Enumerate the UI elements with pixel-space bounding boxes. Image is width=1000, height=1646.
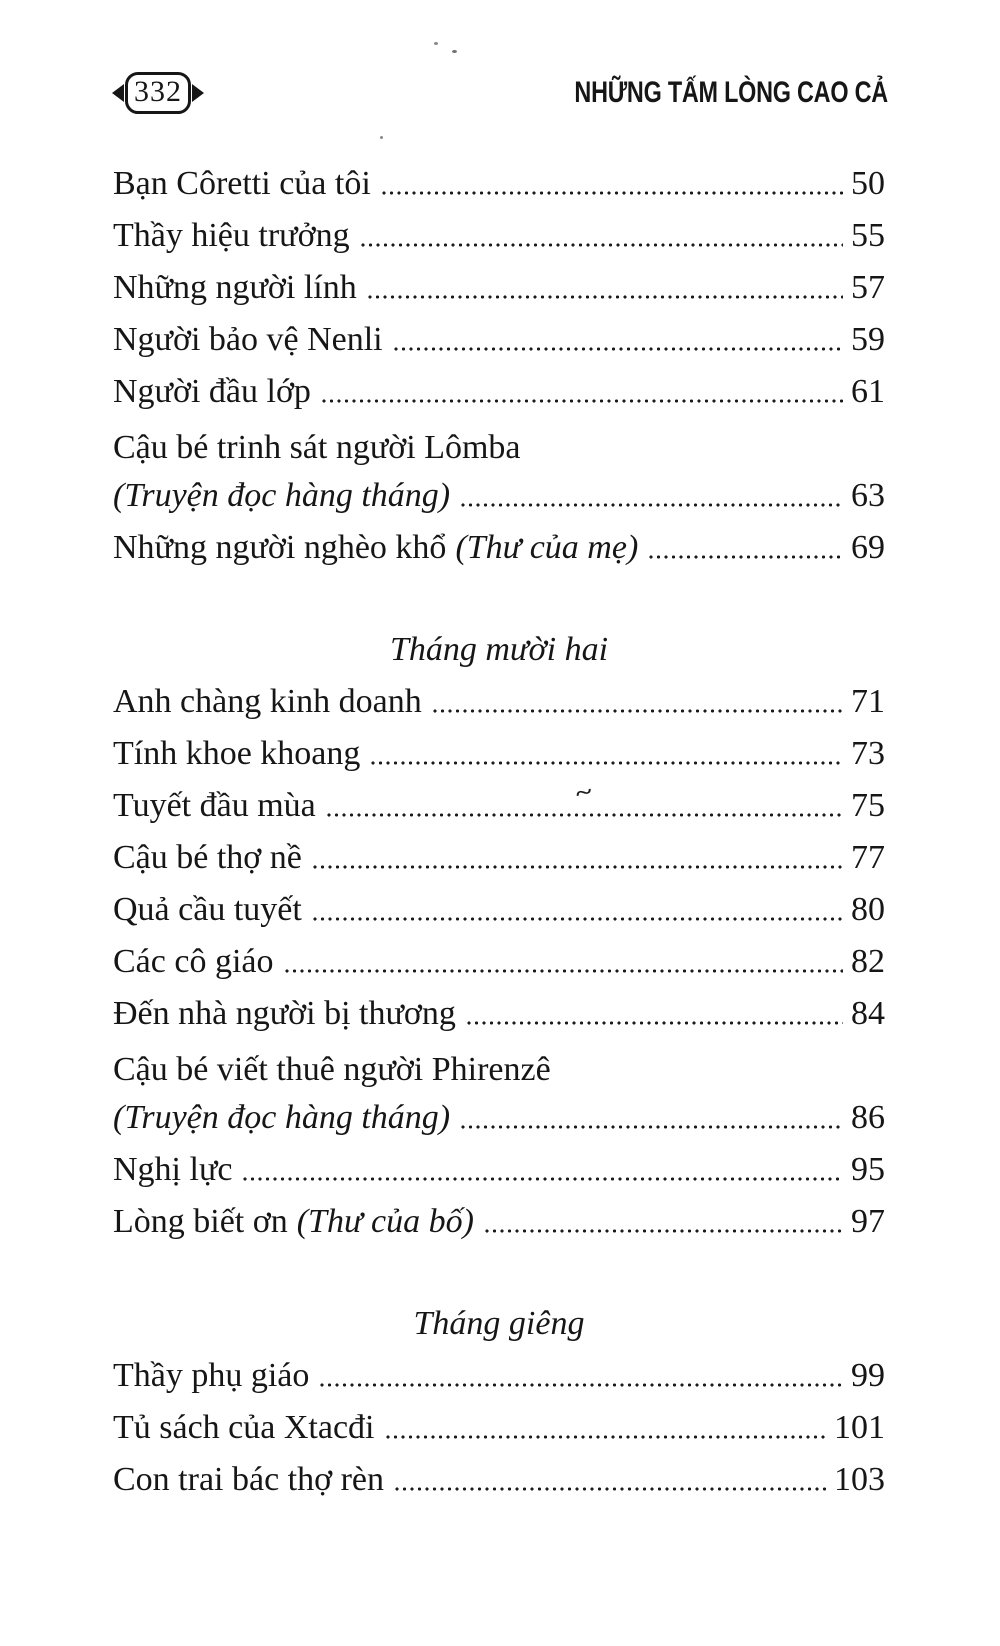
entry-title: Lòng biết ơn bbox=[113, 1203, 288, 1240]
toc-section bbox=[113, 1298, 885, 1506]
dot-leader bbox=[242, 1176, 843, 1182]
entry-title: Quả cầu tuyết bbox=[113, 891, 302, 928]
entry-page-number: 57 bbox=[851, 269, 885, 306]
toc-entry-row bbox=[113, 832, 885, 884]
entry-title: Thầy hiệu trưởng bbox=[113, 217, 350, 254]
dot-leader bbox=[360, 242, 843, 248]
toc-entry-row bbox=[113, 470, 885, 522]
scan-speck bbox=[434, 42, 438, 45]
entry-page-number: 59 bbox=[851, 321, 885, 358]
entry-title: Tuyết đầu mùa bbox=[113, 787, 316, 824]
toc-section bbox=[113, 624, 885, 1248]
entry-title: Những người lính bbox=[113, 269, 357, 306]
toc-entry-row bbox=[113, 366, 885, 418]
toc-entry-row bbox=[113, 210, 885, 262]
entry-page-number: 77 bbox=[851, 839, 885, 876]
entry-title: Cậu bé viết thuê người Phirenzê bbox=[113, 1051, 551, 1088]
dot-leader bbox=[284, 968, 844, 974]
dot-leader bbox=[466, 1020, 843, 1026]
toc-entry-row bbox=[113, 522, 885, 574]
scan-speck bbox=[380, 136, 383, 139]
entry-title: Các cô giáo bbox=[113, 943, 274, 980]
dot-leader bbox=[385, 1434, 827, 1440]
entry-title: Anh chàng kinh doanh bbox=[113, 683, 422, 720]
entry-page-number: 55 bbox=[851, 217, 885, 254]
dot-leader bbox=[367, 294, 843, 300]
entry-subtitle: (Thư của mẹ) bbox=[455, 529, 639, 566]
entry-page-number: 69 bbox=[851, 529, 885, 566]
entry-page-number: 99 bbox=[851, 1357, 885, 1394]
dot-leader bbox=[319, 1382, 843, 1388]
page-header bbox=[112, 68, 888, 118]
toc-entry-row bbox=[113, 1048, 885, 1092]
dot-leader bbox=[432, 708, 843, 714]
dot-leader bbox=[393, 346, 843, 352]
toc-entry-row bbox=[113, 1144, 885, 1196]
entry-page-number: 61 bbox=[851, 373, 885, 410]
toc-entry-row bbox=[113, 426, 885, 470]
entry-page-number: 82 bbox=[851, 943, 885, 980]
scan-speck bbox=[452, 50, 457, 53]
table-of-contents bbox=[113, 158, 885, 1506]
entry-page-number: 73 bbox=[851, 735, 885, 772]
toc-entry-row bbox=[113, 314, 885, 366]
dot-leader bbox=[321, 398, 843, 404]
scan-artifact-mark: ~ bbox=[573, 778, 594, 807]
dot-leader bbox=[312, 916, 843, 922]
dot-leader bbox=[312, 864, 843, 870]
entry-page-number: 63 bbox=[851, 477, 885, 514]
dot-leader bbox=[460, 502, 843, 508]
toc-entry-row bbox=[113, 1454, 885, 1506]
left-arrow-icon bbox=[112, 84, 124, 102]
entry-title: Nghị lực bbox=[113, 1151, 233, 1188]
entry-title: Đến nhà người bị thương bbox=[113, 995, 456, 1032]
entry-title: Tính khoe khoang bbox=[113, 735, 361, 772]
book-title: NHỮNG TẤM LÒNG CAO CẢ bbox=[574, 76, 888, 109]
toc-entry-row bbox=[113, 884, 885, 936]
entry-page-number: 103 bbox=[834, 1461, 885, 1498]
entry-title: Người đầu lớp bbox=[113, 373, 311, 410]
dot-leader bbox=[460, 1124, 843, 1130]
toc-entry-row bbox=[113, 988, 885, 1040]
entry-page-number: 97 bbox=[851, 1203, 885, 1240]
toc-entry-row bbox=[113, 1196, 885, 1248]
dot-leader bbox=[394, 1486, 826, 1492]
toc-entry-row bbox=[113, 676, 885, 728]
entry-title: Thầy phụ giáo bbox=[113, 1357, 310, 1394]
entry-page-number: 84 bbox=[851, 995, 885, 1032]
page-number-badge bbox=[112, 72, 204, 114]
dot-leader bbox=[381, 190, 843, 196]
toc-entry-row bbox=[113, 158, 885, 210]
entry-title: Tủ sách của Xtacđi bbox=[113, 1409, 375, 1446]
section-heading: Tháng mười hai bbox=[389, 631, 609, 668]
entry-page-number: 101 bbox=[834, 1409, 885, 1446]
entry-subtitle: (Truyện đọc hàng tháng) bbox=[113, 1099, 451, 1136]
entry-title: Con trai bác thợ rèn bbox=[113, 1461, 385, 1498]
entry-page-number: 95 bbox=[851, 1151, 885, 1188]
toc-entry-row bbox=[113, 262, 885, 314]
entry-title: Những người nghèo khổ bbox=[113, 529, 447, 566]
entry-title: Người bảo vệ Nenli bbox=[113, 321, 383, 358]
section-heading: Tháng giêng bbox=[413, 1305, 585, 1342]
dot-leader bbox=[648, 554, 843, 560]
dot-leader bbox=[326, 812, 843, 818]
toc-entry-row bbox=[113, 1350, 885, 1402]
toc-entry-row bbox=[113, 728, 885, 780]
dot-leader bbox=[484, 1228, 843, 1234]
entry-page-number: 86 bbox=[851, 1099, 885, 1136]
entry-page-number: 71 bbox=[851, 683, 885, 720]
entry-title: Cậu bé thợ nề bbox=[113, 839, 302, 876]
toc-section bbox=[113, 158, 885, 574]
toc-entry-row bbox=[113, 780, 885, 832]
page-number: 332 bbox=[125, 72, 191, 114]
toc-entry-row bbox=[113, 1092, 885, 1144]
entry-page-number: 75 bbox=[851, 787, 885, 824]
entry-title: Cậu bé trinh sát người Lômba bbox=[113, 429, 521, 466]
entry-page-number: 80 bbox=[851, 891, 885, 928]
toc-entry-row bbox=[113, 1402, 885, 1454]
entry-page-number: 50 bbox=[851, 165, 885, 202]
entry-title: Bạn Côretti của tôi bbox=[113, 165, 371, 202]
dot-leader bbox=[370, 760, 843, 766]
entry-subtitle: (Thư của bố) bbox=[296, 1203, 474, 1240]
toc-entry-row bbox=[113, 936, 885, 988]
entry-subtitle: (Truyện đọc hàng tháng) bbox=[113, 477, 451, 514]
right-arrow-icon bbox=[192, 84, 204, 102]
